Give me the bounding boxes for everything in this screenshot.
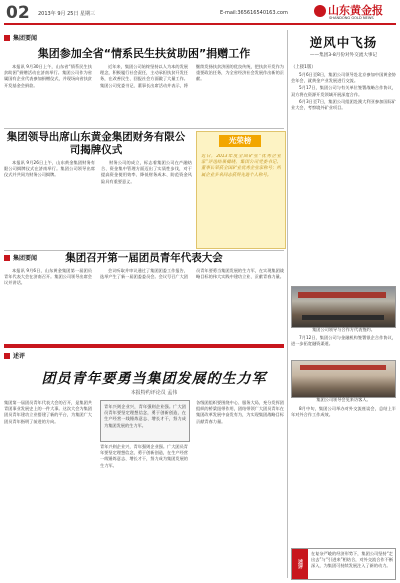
sidebar-review-text: 在复杂严峻的经济形势下，集团公司坚持“走出去”与“引进来”相结合，对外交流合作不断深入，为集团可持续发展注入了新的动力。: [311, 551, 393, 569]
sidebar-review-box: [291, 548, 396, 580]
review-col-3: 各级团组织要围绕中心、服务大局，充分发挥团组织的桥梁纽带作用，团结带领广大团员青年在集团改革发展中奋发有为，为实现集团战略目标贡献青春力量。: [196, 400, 284, 424]
honor-box-text: 近日，2013年度全国矿业“优秀企业家”评选结果揭晓，集团公司党委书记、董事长荣获全国矿业优秀企业家称号；所属企业多名同志获得先进个人称号。: [201, 154, 281, 178]
paper-name: 山东黄金报: [328, 4, 383, 17]
sidebar-review-tag: 述评: [292, 549, 308, 579]
email-line: E-mail:365616540163.com: [220, 10, 288, 16]
divider: [4, 128, 284, 129]
review-highlight-box: [100, 400, 190, 442]
section-square-icon: [4, 35, 10, 41]
section-tag-group-news-2: 集团要闻: [4, 253, 37, 262]
sidebar-photo-2: [291, 360, 396, 398]
review-highlight-text: 青年兴则企业兴，青年强则企业强。广大团员青年要坚定理想信念，勇于创新创造，在生产经营一线锤炼意志、增长才干，努力成为集团发展的生力军。: [104, 404, 186, 428]
sidebar-text-2: 7月12日，集团公司与金融机构签署银企合作协议，进一步拓宽融资渠道。: [291, 335, 396, 347]
review-col-1: 集团第一届团员青年代表大会的召开，是集团共青团事业发展史上的一件大事。这次大会为集团团员青年建功立业搭建了新的平台，为集团广大团员青年指明了前进的方向。: [4, 400, 92, 424]
paper-name-en: SHANDONG GOLD NEWS: [329, 16, 374, 20]
sidebar-text-1: 5月6日至8日，集团公司领导赴北京参加中国黄金协会年会，就黄金产业发展进行交流。 5月17日，集团公司与有关单位签署战略合作协议，双方将在资源开发领域开展深度合作。 6月3日至7日，集团公司组团赴澳大利亚参加国际矿业大会，考察境外矿业项目。: [291, 72, 396, 111]
honor-box: [196, 131, 286, 249]
header-rule: [4, 23, 396, 25]
sidebar-subtitle: ——集团3-8月份对外交流大事记: [309, 53, 378, 58]
photo-table: [302, 315, 384, 320]
honor-box-title: 光荣榜: [219, 135, 261, 147]
sidebar-photo-1: [291, 286, 396, 328]
photo-banner: [300, 365, 386, 370]
article2-title: 集团领导出席山东黄金集团财务有限公司揭牌仪式: [6, 131, 186, 156]
article2-body: 本报讯 9月26日上午，山东黄金集团财务有限公司揭牌仪式在济南举行。集团公司领导出席仪式并共同为财务公司揭牌。 财务公司的成立，标志着集团公司在产融结合、资金集中管理方面迈出了实质性步伐，对于提高资金使用效率、降低财务成本、防范资金风险具有重要意义。: [4, 160, 192, 184]
review-band: [4, 344, 284, 348]
sidebar-title: 逆风中飞扬: [309, 35, 378, 50]
section-tag-review: 述评: [4, 351, 25, 360]
sidebar-photo-caption-1: 集团公司领导与合作方代表签约。: [312, 327, 375, 332]
sidebar: [291, 28, 396, 580]
sidebar-text-3: 8月中旬，集团公司举办对外交流座谈会，总结上半年对外合作工作成效。: [291, 406, 396, 418]
sidebar-photo-caption-2: 集团公司领导会见来访客人。: [316, 397, 371, 402]
article3-body: 本报讯 9月6日，山东黄金集团第一届团员青年代表大会在济南召开。集团公司领导出席会议并讲话。 会议听取并审议通过了集团团委工作报告，选举产生了新一届团委委员会。会议号召广大团员青年要勇当集团发展的生力军，在实现集团战略目标的伟大实践中建功立业、贡献青春力量。: [4, 268, 284, 286]
main-area: [4, 28, 284, 580]
article1-title: 集团参加全省“情系民生扶贫助困”捐赠工作: [37, 47, 251, 60]
divider: [4, 250, 284, 251]
review-col-2: 青年兴则企业兴，青年强则企业强。广大团员青年要坚定理想信念，勇于创新创造，在生产经营一线锤炼意志、增长才干，努力成为集团发展的生力军。: [100, 444, 188, 468]
section-tag-group-news: 集团要闻: [4, 33, 37, 42]
article3-title: 集团召开第一届团员青年代表大会: [65, 252, 223, 264]
logo-icon: [314, 5, 326, 17]
page-header: [0, 0, 400, 26]
review-title: 团员青年要勇当集团发展的生力军: [41, 371, 267, 387]
column-divider: [287, 30, 288, 578]
photo-banner: [298, 292, 386, 298]
article1-body: 本报讯 9月30日上午，山东省“情系民生扶贫助困”捐赠活动在济南举行。集团公司作为省属国有企业代表参加捐赠仪式，并现场向省扶贫开发基金会捐款。 近年来，集团公司始终坚持以人为本的发展理念，积极履行社会责任，主动承担扶贫开发任务，在改善民生、回报社会方面做了大量工作。集团公司党委书记、董事长出席活动并表示，将继续发扬扶贫济困的优良传统，把扶贫开发作为重要政治任务，为全省经济社会发展作出新的贡献。: [4, 64, 284, 88]
page-number: 02: [6, 3, 30, 23]
review-author: 本报特约评论员 孟伟: [130, 390, 178, 396]
date-line: 2013年 9月 25日 星期三: [38, 11, 96, 17]
section-square-icon: [4, 353, 10, 359]
sidebar-part-label: （上接1版）: [291, 65, 316, 70]
